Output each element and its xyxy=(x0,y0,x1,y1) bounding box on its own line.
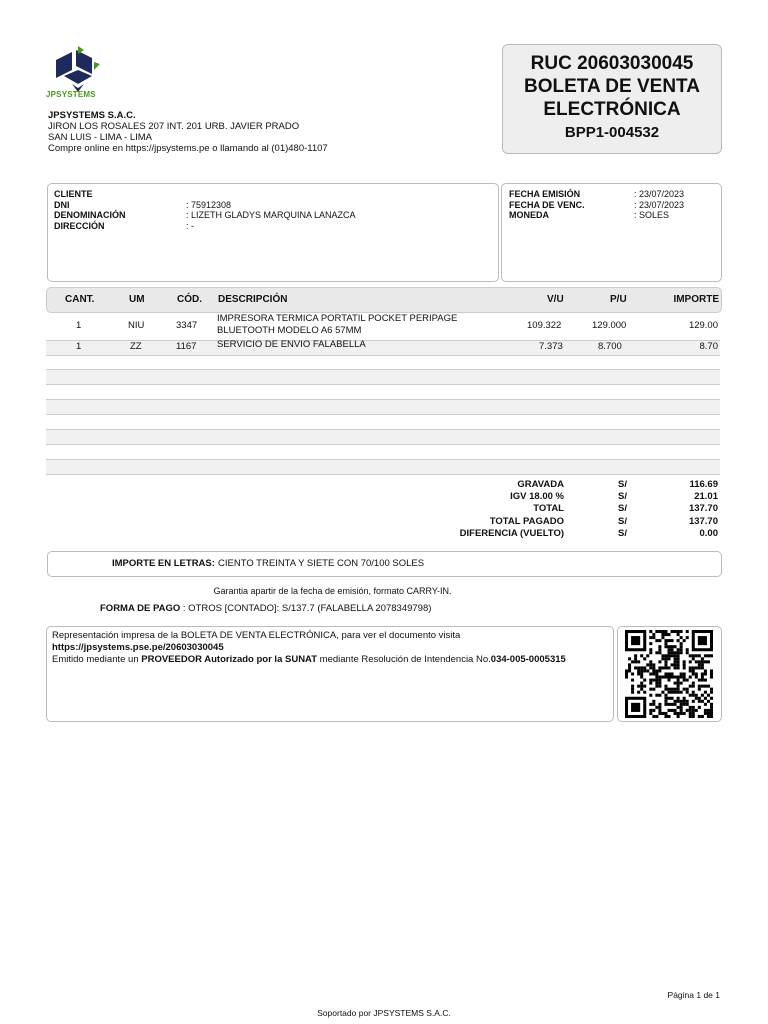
warranty-note: Garantia apartir de la fecha de emisión, formato CARRY-IN. xyxy=(213,586,452,596)
emision-label: FECHA EMISIÓN xyxy=(509,189,581,199)
empty-row xyxy=(46,369,720,385)
company-info xyxy=(48,110,328,154)
company-name: JPSYSTEMS S.A.C. xyxy=(48,110,136,121)
company-address: JIRON LOS ROSALES 207 INT. 201 URB. JAVIER PRADO xyxy=(48,121,300,132)
empty-row xyxy=(46,429,720,445)
venc-label: FECHA DE VENC. xyxy=(509,199,585,210)
total-label: DIFERENCIA (VUELTO) xyxy=(459,527,564,539)
total-value: 116.69 xyxy=(689,479,718,490)
total-currency: S/ xyxy=(618,503,627,515)
total-currency: S/ xyxy=(618,527,627,539)
total-label: TOTAL xyxy=(533,503,564,515)
row-importe: 8.70 xyxy=(699,341,718,352)
address-label: DIRECCIÓN xyxy=(54,220,105,231)
total-row xyxy=(380,479,720,491)
emision-value: : 23/07/2023 xyxy=(634,189,685,199)
total-value: 137.70 xyxy=(688,515,718,527)
total-row xyxy=(380,503,720,515)
dates-box xyxy=(501,183,722,282)
repr-url[interactable]: https://jpsystems.pse.pe/20603030045 xyxy=(52,642,224,653)
total-value: 21.01 xyxy=(694,491,718,503)
total-currency: S/ xyxy=(618,479,627,490)
client-title: CLIENTE xyxy=(54,189,93,199)
name-value: : LIZETH GLADYS MARQUINA LANAZCA xyxy=(186,210,356,220)
repr-line3: Emitido mediante un PROVEEDOR Autorizado por la SUNAT mediante Resolución de Intendencia No.034-005-0005315 xyxy=(52,654,566,665)
total-label: IGV 18.00 % xyxy=(510,491,564,503)
total-row xyxy=(380,516,720,528)
company-district: SAN LUIS - LIMA - LIMA xyxy=(48,132,152,143)
table-row xyxy=(46,312,720,340)
col-importe: IMPORTE xyxy=(673,294,719,305)
row-vu: 109.322 xyxy=(527,320,562,331)
row-pu: 129.000 xyxy=(592,320,627,331)
row-desc-line1: SERVICIO DE ENVIO FALABELLA xyxy=(217,339,366,350)
dni-label: DNI xyxy=(54,199,70,210)
col-um: UM xyxy=(129,294,145,305)
moneda-value: : SOLES xyxy=(634,210,670,220)
amount-in-words-box xyxy=(47,551,722,577)
support-footer: Soportado por JPSYSTEMS S.A.C. xyxy=(317,1008,451,1018)
row-cod: 1167 xyxy=(176,341,197,352)
total-currency: S/ xyxy=(618,491,627,503)
col-desc: DESCRIPCIÓN xyxy=(218,294,288,305)
ruc-number: RUC 20603030045 xyxy=(530,53,694,74)
total-row xyxy=(380,491,720,503)
logo-text: JPSYSTEMS xyxy=(46,90,96,99)
qr-code-icon xyxy=(625,630,713,718)
qr-box xyxy=(617,626,722,722)
amount-words-value: CIENTO TREINTA Y SIETE CON 70/100 SOLES xyxy=(218,558,425,569)
moneda-label: MONEDA xyxy=(509,210,549,220)
items-table-header xyxy=(46,287,722,313)
row-pu: 8.700 xyxy=(598,341,622,352)
company-online: Compre online en https://jpsystems.pe o llamando al (01)480-1107 xyxy=(48,143,328,154)
total-label: TOTAL PAGADO xyxy=(489,515,564,527)
row-cant: 1 xyxy=(76,341,82,352)
name-label: DENOMINACIÓN xyxy=(54,210,126,220)
doc-type-line2: ELECTRÓNICA xyxy=(543,99,681,120)
col-cod: CÓD. xyxy=(177,294,202,305)
payment-label: FORMA DE PAGO xyxy=(100,603,181,614)
total-row xyxy=(380,528,720,540)
empty-row xyxy=(46,399,720,415)
total-value: 0.00 xyxy=(699,527,718,539)
doc-type-line1: BOLETA DE VENTA xyxy=(524,76,700,97)
doc-series: BPP1-004532 xyxy=(564,124,660,141)
col-cant: CANT. xyxy=(65,294,95,305)
row-desc-line2: BLUETOOTH MODELO A6 57MM xyxy=(217,325,362,336)
ruc-box xyxy=(502,44,722,154)
payment-value: : OTROS [CONTADO]: S/137.7 (FALABELLA 2078349798) xyxy=(182,603,432,614)
row-cod: 3347 xyxy=(176,320,198,331)
dni-value: : 75912308 xyxy=(186,199,232,210)
client-box xyxy=(47,183,499,282)
address-value: : - xyxy=(186,220,194,231)
col-vu: V/U xyxy=(547,294,564,305)
row-desc-line1: IMPRESORA TERMICA PORTATIL POCKET PERIPAGE xyxy=(217,313,458,324)
payment-method xyxy=(100,603,431,614)
row-vu: 7.373 xyxy=(539,341,563,352)
row-importe: 129.00 xyxy=(688,320,718,331)
table-row xyxy=(46,340,720,356)
repr-line1: Representación impresa de la BOLETA DE VENTA ELECTRÓNICA, para ver el documento visita xyxy=(52,630,461,641)
company-logo-icon xyxy=(50,44,106,94)
page-number: Página 1 de 1 xyxy=(667,990,720,1000)
total-currency: S/ xyxy=(618,515,627,527)
venc-value: : 23/07/2023 xyxy=(634,199,685,210)
amount-words-label: IMPORTE EN LETRAS: xyxy=(112,558,215,569)
totals-section xyxy=(380,479,720,540)
row-um: NIU xyxy=(128,320,145,331)
row-um: ZZ xyxy=(130,341,142,352)
row-cant: 1 xyxy=(76,320,82,331)
representation-box xyxy=(46,626,614,722)
col-pu: P/U xyxy=(610,294,627,305)
total-value: 137.70 xyxy=(688,503,718,515)
total-label: GRAVADA xyxy=(517,479,564,490)
empty-row xyxy=(46,459,720,475)
